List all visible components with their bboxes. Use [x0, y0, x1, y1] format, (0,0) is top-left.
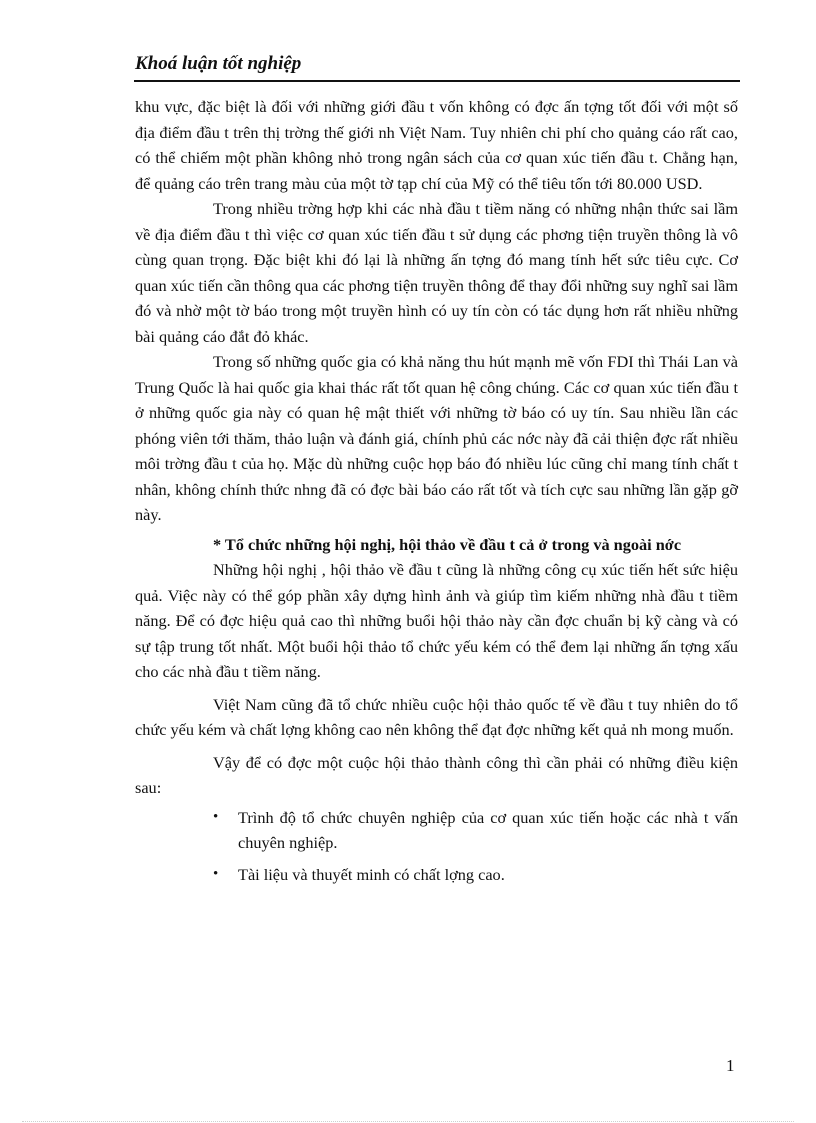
paragraph-continuation: khu vực, đặc biệt là đối với những giới đầu t vốn không có đợc ấn tợng tốt đối với một số địa điểm đầu t trên thị trờng thế giới nh Việt Nam. Tuy nhiên chi phí cho quảng cáo rất cao, có thể chiếm một phần không nhỏ trong ngân sách của cơ quan xúc tiến đầu t. Chẳng hạn, để quảng cáo trên trang màu của một tờ tạp chí của Mỹ có thể tiêu tốn tới 80.000 USD. — [135, 97, 738, 193]
paragraph-media-importance: Trong nhiều trờng hợp khi các nhà đầu t tiềm năng có những nhận thức sai lầm về địa điểm đầu t thì việc cơ quan xúc tiến đầu t sử dụng các phơng tiện truyền thông là vô cùng quan trọng. Đặc biệt khi đó lại là những ấn tợng đó mang tính hết sức tiêu cực. Cơ quan xúc tiến cần thông qua các phơng tiện truyền thông để thay đổi những suy nghĩ sai lầm đó và nhờ một tờ báo trong một truyền hình có uy tín còn có tác dụng hơn rất nhiều những bài quảng cáo đắt đỏ khác. — [135, 199, 738, 346]
bullet-icon: • — [213, 808, 219, 825]
page-header-title: Khoá luận tốt nghiệp — [135, 53, 302, 74]
paragraph-vietnam-conferences: Việt Nam cũng đã tổ chức nhiều cuộc hội thảo quốc tế về đầu t tuy nhiên do tổ chức yếu kém và chất lợng không cao nên không thể đạt đợc những kết quả nh mong muốn. — [135, 694, 738, 739]
list-item — [135, 805, 738, 856]
list-item-text: Trình độ tổ chức chuyên nghiệp của cơ quan xúc tiến hoặc các nhà t vấn chuyên nghiệp. — [238, 807, 738, 852]
document-body — [135, 94, 738, 893]
section-heading-conferences: * Tổ chức những hội nghị, hội thảo về đầu t cả ở trong và ngoài nớc — [213, 534, 682, 554]
list-item — [135, 862, 738, 888]
conditions-list — [135, 805, 738, 888]
header-divider — [134, 80, 740, 82]
list-item-text: Tài liệu và thuyết minh có chất lợng cao. — [238, 864, 505, 884]
footer-divider — [22, 1121, 794, 1122]
page-number: 1 — [726, 1056, 735, 1075]
bullet-icon: • — [213, 865, 219, 882]
paragraph-conditions-intro: Vậy để có đợc một cuộc hội thảo thành công thì cần phải có những điều kiện sau: — [135, 752, 738, 797]
paragraph-thailand-china: Trong số những quốc gia có khả năng thu hút mạnh mẽ vốn FDI thì Thái Lan và Trung Quốc là hai quốc gia khai thác rất tốt quan hệ công chúng. Các cơ quan xúc tiến đầu t ở những quốc gia này có quan hệ mật thiết với những tờ báo có uy tín. Sau nhiều lần các phóng viên tới thăm, thảo luận và đánh giá, chính phủ các nớc này đã cải thiện đợc rất nhiều môi trờng đầu t của họ. Mặc dù những cuộc họp báo đó nhiều lúc cũng chỉ mang tính chất t nhân, không chính thức nhng đã có đợc bài báo cáo rất tốt và tích cực sau những lần gặp gỡ này. — [135, 352, 738, 524]
paragraph-conferences-effective: Những hội nghị , hội thảo về đầu t cũng là những công cụ xúc tiến hết sức hiệu quả. Việc này có thể góp phần xây dựng hình ảnh và giúp tìm kiếm những nhà đầu t tiềm năng. Để có đợc hiệu quả cao thì những buổi hội thảo này cần đợc chuẩn bị kỹ càng và có sự tập trung tốt nhất. Một buổi hội thảo tổ chức yếu kém có thể đem lại những ấn tợng xấu cho các nhà đầu t tiềm năng. — [135, 560, 738, 681]
